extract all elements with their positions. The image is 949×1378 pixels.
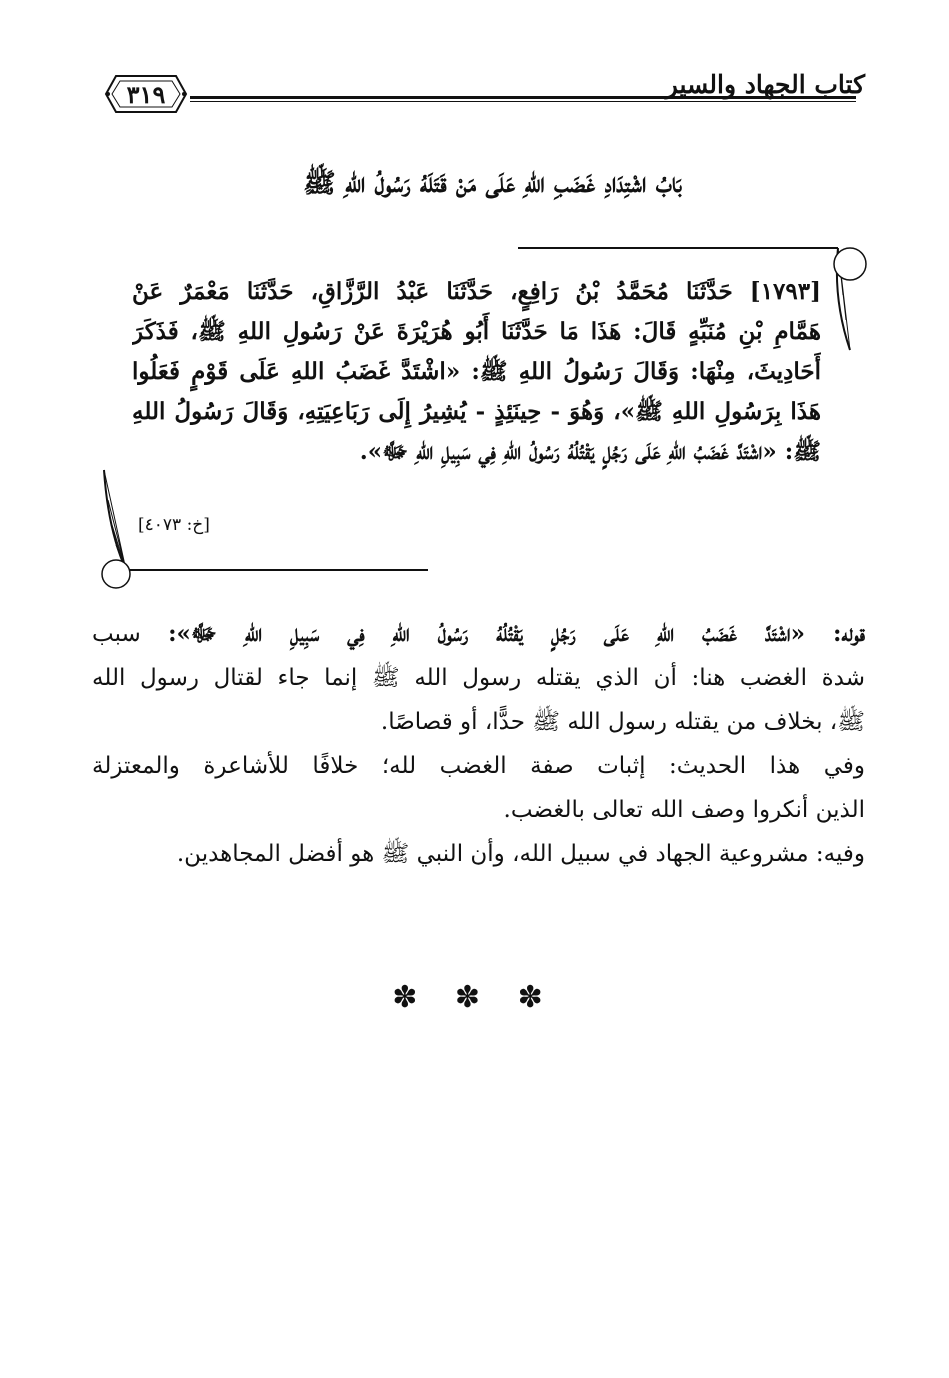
quoted-hadith: قوله: «اشْتَدَّ غَضَبُ اللهِ عَلَى رَجُلٍ يَقْتُلُهُ رَسُولُ اللهِ فِي سَبِيلِ اللهِ ﷻ»: xyxy=(168,620,865,647)
commentary-line: الذين أنكروا وصف الله تعالى بالغضب. xyxy=(503,797,865,823)
commentary-text: سبب xyxy=(92,621,169,647)
hadith-line: أَحَادِيثَ، مِنْهَا: وَقَالَ رَسُولُ اللهِ ﷺ: «اشْتَدَّ غَضَبُ اللهِ عَلَى قَوْمٍ فَعَلُوا xyxy=(132,358,821,385)
chapter-title: بَابُ اشْتِدَادِ غَضَبِ اللهِ عَلَى مَنْ قَتَلَهُ رَسُولُ اللهِ ﷺ xyxy=(303,168,682,199)
commentary-line: ﷺ، بخلاف من يقتله رسول الله ﷺ حدًّا، أو قصاصًا. xyxy=(380,709,865,735)
section-end-ornament-icon: ✽ ✽ ✽ xyxy=(392,980,557,1015)
commentary xyxy=(92,612,865,876)
commentary-line: وفي هذا الحديث: إثبات صفة الغضب لله؛ خلافًا للأشاعرة والمعتزلة xyxy=(92,753,865,779)
commentary-line xyxy=(92,612,865,656)
page-number: ٣١٩ xyxy=(126,80,166,109)
hadith-line: هَذَا بِرَسُولِ اللهِ ﷺ»، وَهُوَ - حِينَئِذٍ - يُشِيرُ إِلَى رَبَاعِيَتِهِ، وَقَالَ رَسُولُ اللهِ xyxy=(132,398,821,425)
hadith-line: ﷺ: «اشْتَدَّ غَضَبُ اللهِ عَلَى رَجُلٍ يَقْتُلُهُ رَسُولُ اللهِ فِي سَبِيلِ اللهِ ﷻ». xyxy=(359,438,821,465)
header-rule-thin xyxy=(190,101,856,102)
hadith-line: [١٧٩٣] حَدَّثَنَا مُحَمَّدُ بْنُ رَافِعٍ، حَدَّثَنَا عَبْدُ الرَّزَّاقِ، حَدَّثَنَا مَعْمَرٌ عَنْ xyxy=(132,278,821,305)
hadith-line: هَمَّامِ بْنِ مُنَبِّهٍ قَالَ: هَذَا مَا حَدَّثَنَا أَبُو هُرَيْرَةَ عَنْ رَسُولِ اللهِ ﷺ، فَذَكَرَ xyxy=(132,318,821,345)
running-head: كتاب الجهاد والسير xyxy=(665,70,865,99)
hadith-reference: [خ: ٤٠٧٣] xyxy=(138,515,210,535)
header-rule xyxy=(190,96,856,99)
commentary-line: وفيه: مشروعية الجهاد في سبيل الله، وأن النبي ﷺ هو أفضل المجاهدين. xyxy=(176,841,865,867)
commentary-line: شدة الغضب هنا: أن الذي يقتله رسول الله ﷺ إنما جاء لقتال رسول الله xyxy=(92,665,865,691)
hadith-text xyxy=(132,272,821,472)
